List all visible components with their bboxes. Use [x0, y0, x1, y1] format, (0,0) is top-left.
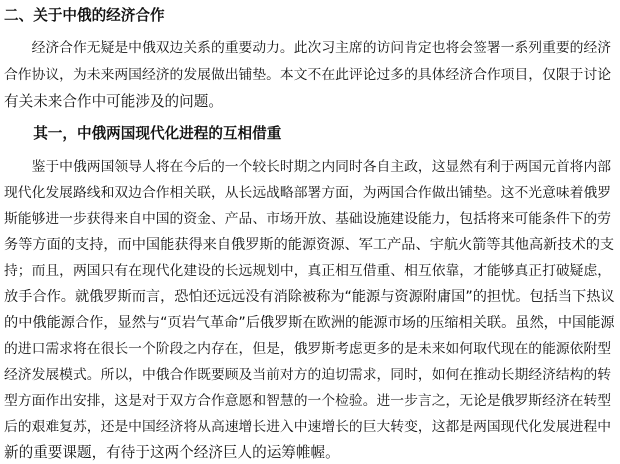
body-line: 型方面作出安排，这是对于双方合作意愿和智慧的一个检验。进一步言之，无论是俄罗斯经济在转型: [4, 393, 612, 409]
body-line: 持；而且，两国只有在现代化建设的长远规划中，真正相互借重、相互依靠，才能够真正打破疑虑，: [4, 263, 612, 279]
intro-line: 合作协议，为未来两国经济的发展做出铺垫。本文不在此评论过多的具体经济合作项目，仅限于讨论: [4, 67, 612, 83]
intro-line: 有关未来合作中可能涉及的问题。: [4, 93, 223, 110]
subheading: 其一，中俄两国现代化进程的互相借重: [4, 125, 282, 142]
body-line: 的进口需求将在很长一个阶段之内存在，但是，俄罗斯考虑更多的是未来如何取代现在的能源依附型: [4, 341, 612, 357]
body-line: 后的艰难复苏，还是中国经济将从高速增长进入中速增长的巨大转变，这都是两国现代化发展进程中: [4, 419, 612, 435]
section-heading: 二、关于中俄的经济合作: [4, 7, 165, 24]
body-line: 现代化发展路线和双边合作相关联，从长远战略部署方面，为两国合作做出铺垫。这不光意味着俄罗: [4, 185, 612, 201]
body-line: 放手合作。就俄罗斯而言，恐怕还远远没有消除被称为“能源与资源附庸国”的担忧。包括当下热议: [4, 289, 615, 305]
body-line: 的中俄能源合作，显然与“页岩气革命”后俄罗斯在欧洲的能源市场的压缩相关联。虽然，中国能源: [4, 315, 615, 331]
body-line: 鉴于中俄两国领导人将在今后的一个较长时期之内同时各自主政，这显然有利于两国元首将内部: [4, 159, 612, 175]
body-line: 务等方面的支持，而中国能获得来自俄罗斯的能源资源、军工产品、宇航火箭等其他高新技术的支: [4, 237, 615, 253]
intro-line: 经济合作无疑是中俄双边关系的重要动力。此次习主席的访问肯定也将会签署一系列重要的经济: [4, 40, 612, 56]
body-line: 新的重要课题，有待于这两个经济巨人的运筹帷幄。: [4, 444, 340, 461]
body-line: 斯能够进一步获得来自中国的资金、产品、市场开放、基础设施建设能力，包括将来可能条件下的劳: [4, 211, 612, 227]
body-line: 经济发展模式。所以，中俄合作既要顾及当前对方的迫切需求，同时，如何在推动长期经济结构的转: [4, 367, 612, 383]
